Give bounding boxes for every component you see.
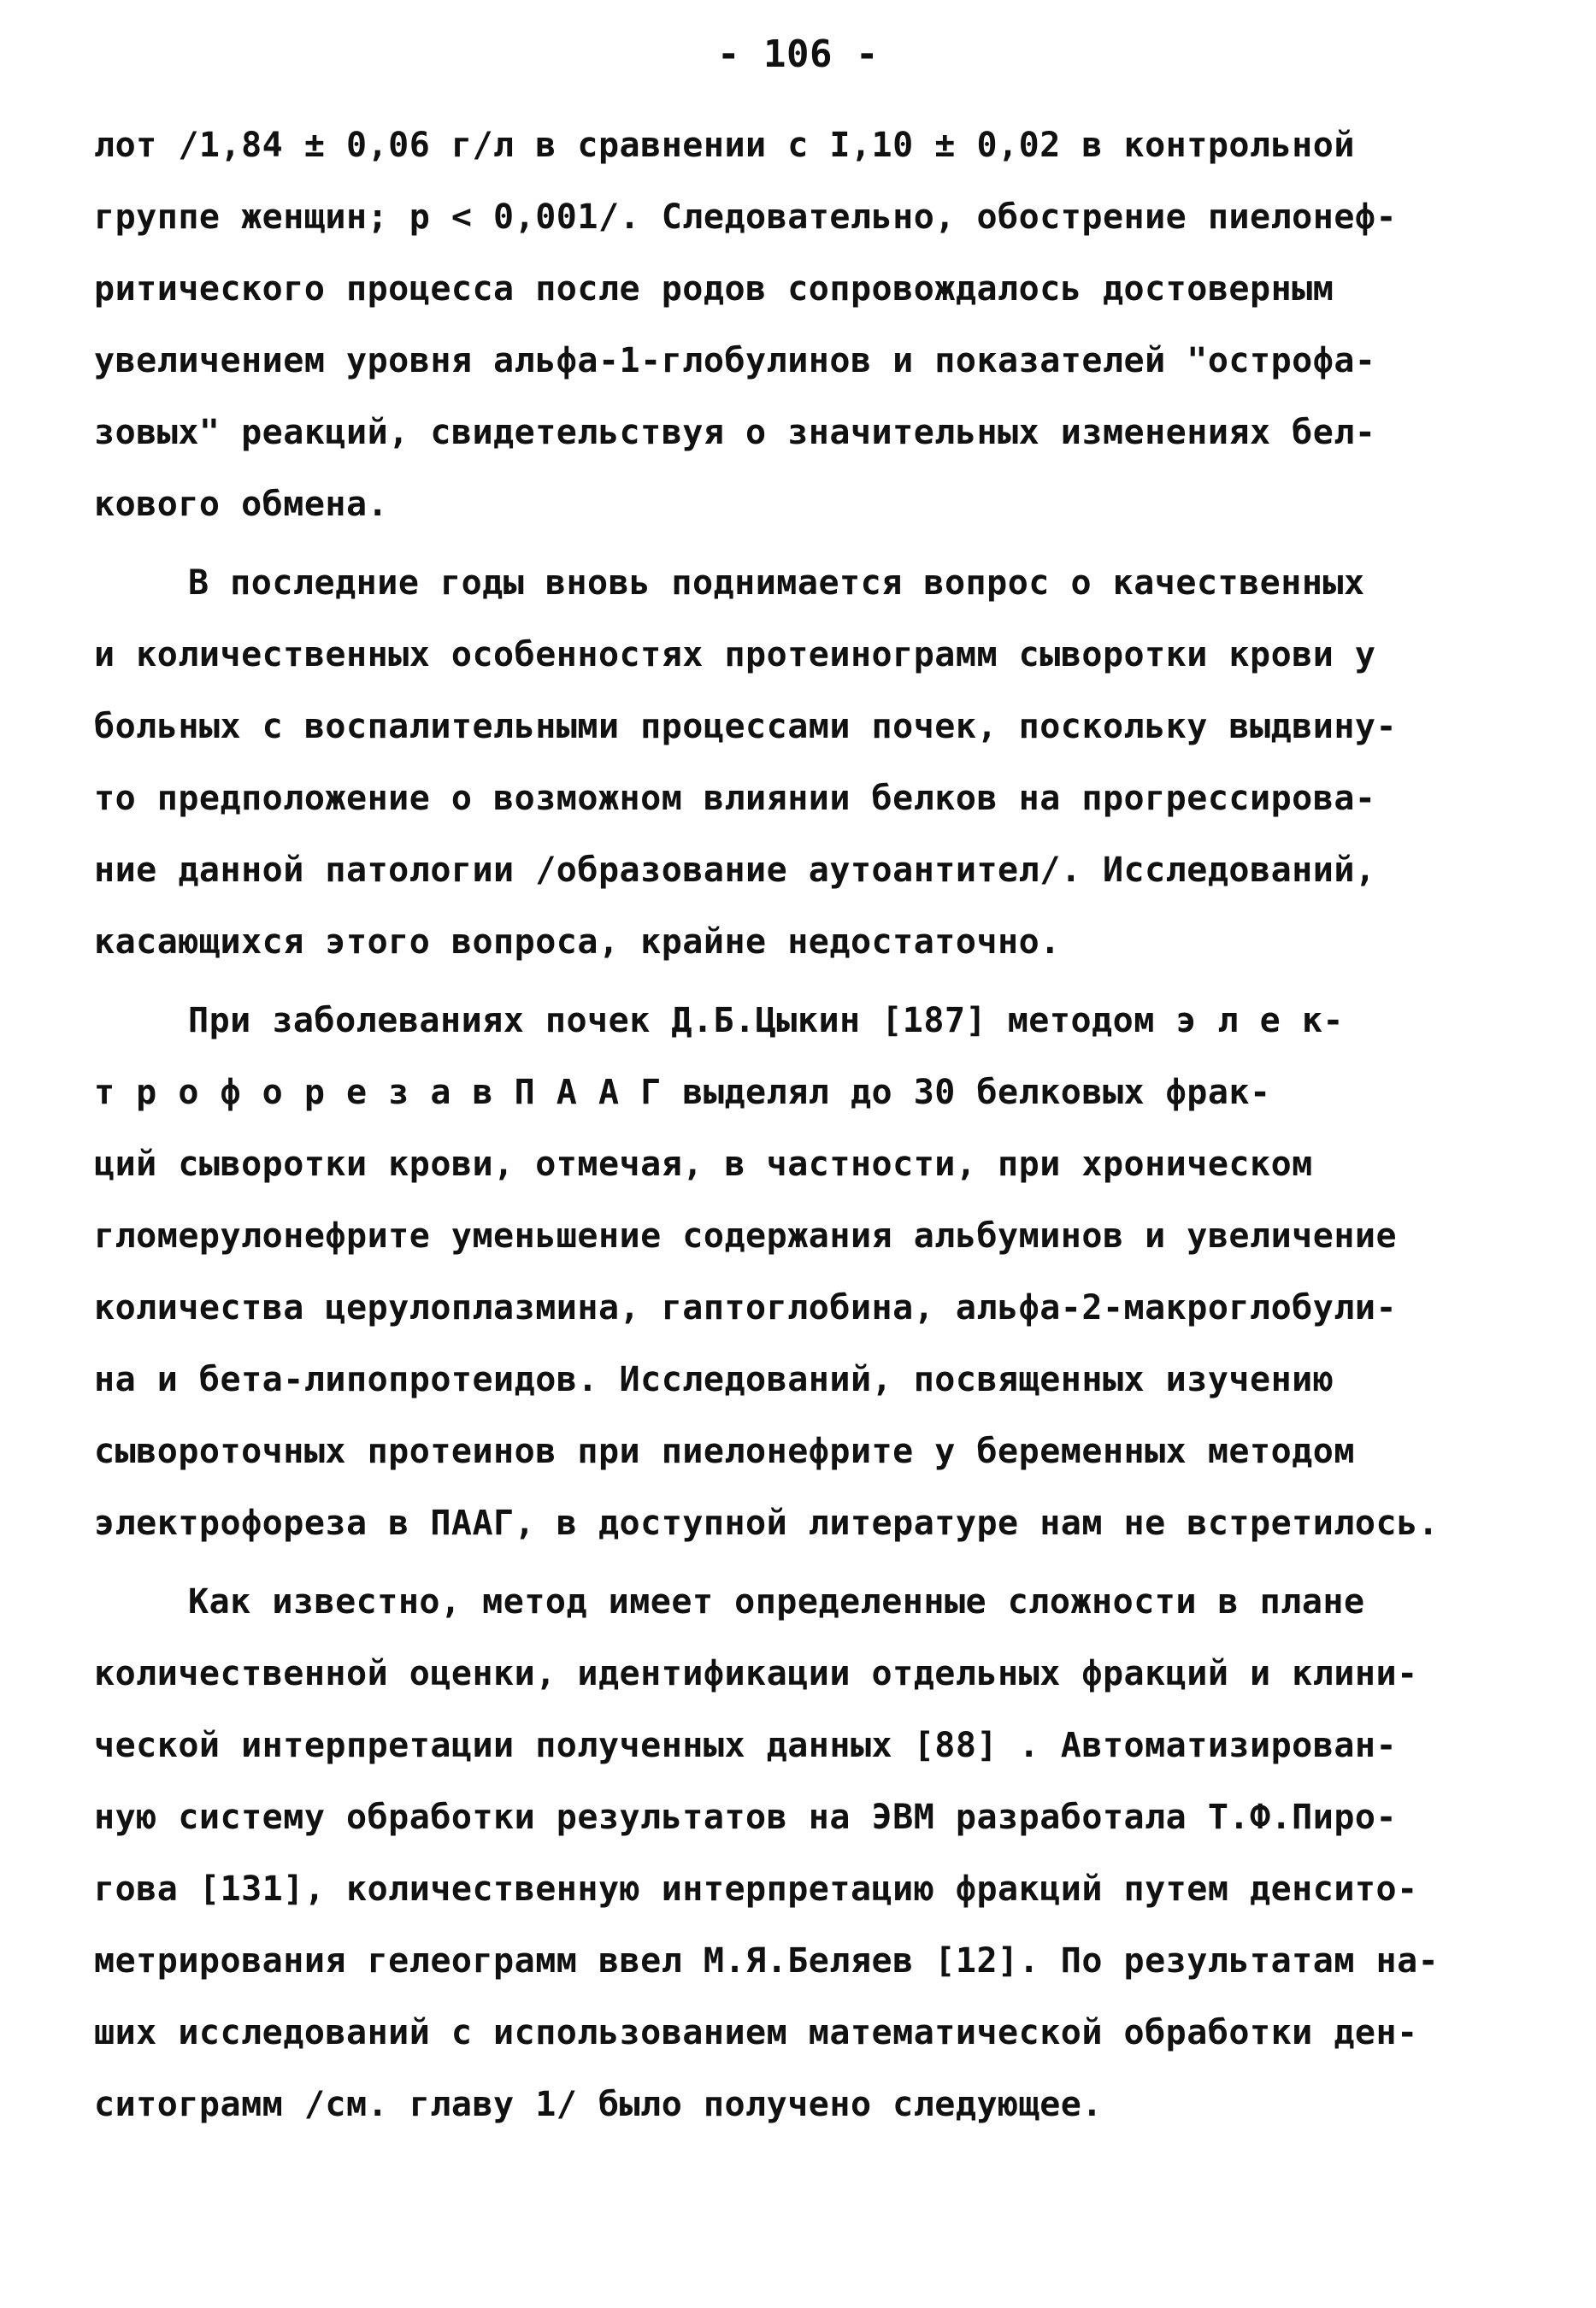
text-line: зовых" реакций, свидетельствуя о значительных изменениях бел-: [94, 413, 1376, 452]
text-line: электрофореза в ПААГ, в доступной литературе нам не встретилось.: [94, 1504, 1440, 1543]
paragraph-1: [94, 109, 1505, 540]
text-line: Как известно, метод имеет определенные сложности в плане: [188, 1582, 1365, 1622]
page-number: - 106 -: [717, 32, 879, 76]
text-line: ших исследований с использованием математической обработки ден-: [94, 2013, 1418, 2052]
text-line: кового обмена.: [94, 485, 389, 524]
text-line: больных с воспалительными процессами почек, поскольку выдвину-: [94, 707, 1398, 746]
paragraph-3: [94, 985, 1505, 1559]
text-line: В последние годы вновь поднимается вопрос о качественных: [188, 563, 1365, 603]
text-line: т р о ф о р е з а в П А А Г выделял до 30 белковых фрак-: [94, 1073, 1271, 1112]
text-line: ную систему обработки результатов на ЭВМ разработала Т.Ф.Пиро-: [94, 1798, 1398, 1837]
text-line: гова [131], количественную интерпретацию фракций путем денсито-: [94, 1869, 1418, 1909]
text-line: сывороточных протеинов при пиелонефрите у беременных методом: [94, 1432, 1355, 1471]
text-line: ческой интерпретации полученных данных [88] . Автоматизирован-: [94, 1726, 1398, 1765]
document-body: [94, 109, 1505, 2140]
text-line: гломерулонефрите уменьшение содержания альбуминов и увеличение: [94, 1216, 1398, 1256]
text-line: ситограмм /см. главу 1/ было получено следующее.: [94, 2085, 1103, 2124]
text-line: касающихся этого вопроса, крайне недостаточно.: [94, 922, 1061, 962]
text-line: количества церулоплазмина, гаптоглобина, альфа-2-макроглобули-: [94, 1288, 1398, 1328]
text-line: группе женщин; р < 0,001/. Следовательно, обострение пиелонеф-: [94, 197, 1398, 237]
text-line: ций сыворотки крови, отмечая, в частности, при хроническом: [94, 1145, 1313, 1184]
paragraph-2: [94, 547, 1505, 978]
text-line: и количественных особенностях протеинограмм сыворотки крови у: [94, 635, 1376, 674]
text-line: При заболеваниях почек Д.Б.Цыкин [187] методом э л е к-: [188, 1001, 1345, 1040]
text-line: ние данной патологии /образование аутоантител/. Исследований,: [94, 851, 1376, 890]
text-line: лот /1,84 ± 0,06 г/л в сравнении с I,10 ± 0,02 в контрольной: [94, 126, 1355, 165]
text-line: на и бета-липопротеидов. Исследований, посвященных изучению: [94, 1360, 1334, 1399]
text-line: ритического процесса после родов сопровождалось достоверным: [94, 269, 1334, 309]
text-line: количественной оценки, идентификации отдельных фракций и клини-: [94, 1654, 1418, 1693]
text-line: метрирования гелеограмм ввел М.Я.Беляев [12]. По результатам на-: [94, 1941, 1440, 1981]
paragraph-4: [94, 1566, 1505, 2140]
text-line: то предположение о возможном влиянии белков на прогрессирова-: [94, 779, 1376, 818]
text-line: увеличением уровня альфа-1-глобулинов и показателей "острофа-: [94, 341, 1376, 380]
